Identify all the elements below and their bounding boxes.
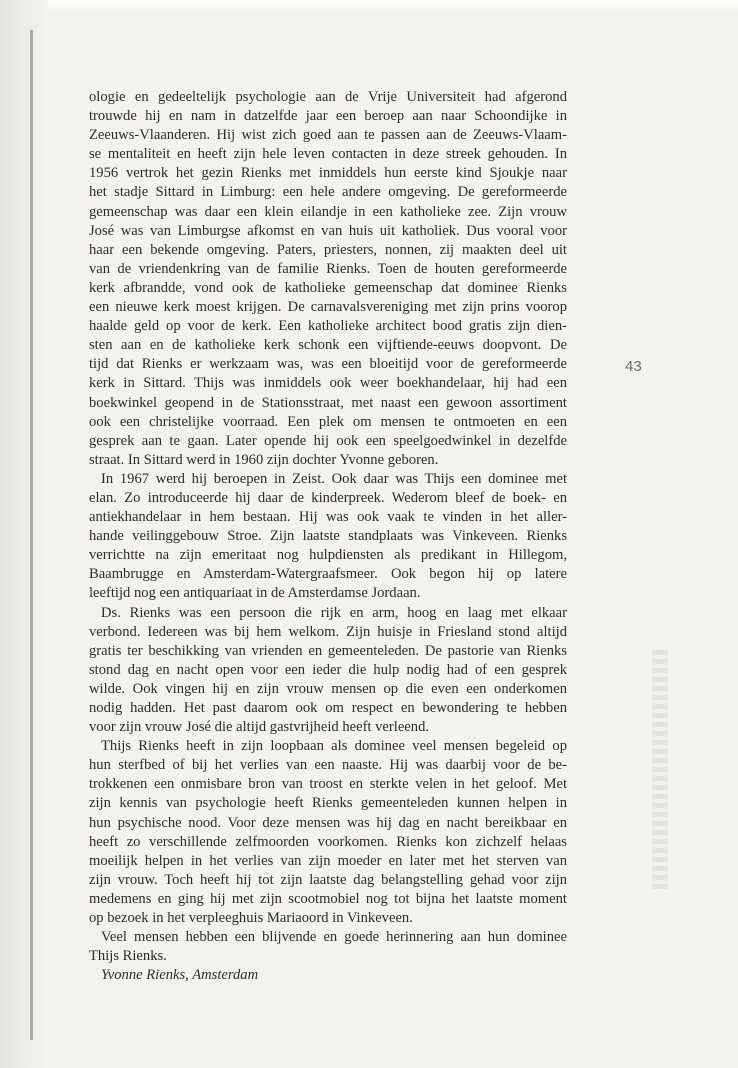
book-spine-line: [30, 30, 33, 1040]
text-line: haar een bekende omgeving. Paters, priesters, nonnen, zij maakten deel uit: [89, 241, 567, 258]
text-line: elan. Zo introduceerde hij daar de kinderpreek. Wederom bleef de boek- en: [89, 489, 567, 506]
text-line: heeft zo verschillende zelfmoorden voorkomen. Rienks kon zichzelf helaas: [89, 833, 567, 850]
text-line: Ds. Rienks was een persoon die rijk en arm, hoog en laag met elkaar: [101, 604, 567, 621]
text-line: straat. In Sittard werd in 1960 zijn dochter Yvonne geboren.: [89, 451, 439, 468]
text-line: Thijs Rienks.: [89, 948, 167, 965]
text-line: een nieuwe kerk moest krijgen. De carnavalsvereniging met zijn prins voorop: [89, 299, 567, 316]
text-line: Zeeuws-Vlaanderen. Hij wist zich goed aan te passen aan de Zeeuws-Vlaam-: [89, 127, 567, 144]
text-line: medemens en ging hij met zijn scootmobiel nog tot bijna het laatste moment: [89, 890, 567, 907]
text-line: sten aan en de katholieke kerk schonk een vijftiende-eeuws doopvont. De: [89, 337, 567, 354]
text-line: hun sterfbed of bij het verlies van een naaste. Hij was daarbij voor de be-: [89, 757, 567, 774]
text-line: gesprek aan te gaan. Later opende hij ook een speelgoedwinkel in dezelfde: [89, 432, 567, 449]
text-line: op bezoek in het verpleeghuis Mariaoord in Vinkeveen.: [89, 910, 413, 927]
text-line: verbond. Iedereen was bij hem welkom. Zijn huisje in Friesland stond altijd: [89, 623, 567, 640]
text-line: het stadje Sittard in Limburg: een hele andere omgeving. De gereformeerde: [89, 184, 567, 201]
text-line: voor zijn vrouw José die altijd gastvrijheid heeft verleend.: [89, 719, 430, 736]
text-line: tijd dat Rienks er werkzaam was, was een bloeitijd voor de gereformeerde: [89, 356, 567, 373]
text-line: In 1967 werd hij beroepen in Zeist. Ook daar was Thijs een dominee met: [101, 470, 567, 487]
text-line: hande veilinggebouw Stroe. Zijn laatste standplaats was Vinkeveen. Rienks: [89, 528, 567, 545]
signature: Yvonne Rienks, Amsterdam: [101, 967, 259, 984]
text-line: trokkenen een onmisbare bron van troost en sterkte velen in het geloof. Met: [89, 776, 567, 793]
text-line: kerk afbrandde, vond ook de katholieke gemeenschap dat dominee Rienks: [89, 279, 567, 296]
text-line: nodig hadden. Het past daarom ook om respect en bewondering te hebben: [89, 700, 567, 716]
text-line: verrichtte na zijn emeritaat nog hulpdiensten als predikant in Hillegom,: [89, 547, 567, 564]
body-text: [89, 88, 567, 985]
page-number: 43: [625, 358, 642, 375]
text-line: Veel mensen hebben een blijvende en goede herinnering aan hun dominee: [101, 929, 567, 946]
text-line: gemeenschap was daar een klein eilandje in een katholieke zee. Zijn vrouw: [89, 203, 567, 220]
text-line: kerk in Sittard. Thijs was inmiddels ook weer boekhandelaar, hij had een: [89, 375, 567, 392]
text-line: leeftijd nog een antiquariaat in de Amsterdamse Jordaan.: [89, 585, 421, 602]
text-line: Thijs Rienks heeft in zijn loopbaan als dominee veel mensen begeleid op: [101, 738, 567, 755]
text-line: gratis ter beschikking van vrienden en gemeenteleden. De pastorie van Rienks: [89, 642, 567, 659]
text-line: ologie en gedeeltelijk psychologie aan de Vrije Universiteit had afgerond: [89, 89, 567, 105]
text-line: stond dag en nacht open voor een ieder die hulp nodig had of een gesprek: [89, 661, 567, 678]
text-line: trouwde hij en nam in datzelfde jaar een beroep aan naar Schoondijke in: [89, 108, 567, 125]
text-line: wilde. Ook vingen hij en zijn vrouw mensen op die even een onderkomen: [89, 680, 567, 697]
text-line: hun psychische nood. Voor deze mensen was hij dag en nacht bereikbaar en: [89, 814, 567, 831]
text-line: ook een christelijke voorraad. Een plek om mensen te ontmoeten en een: [89, 413, 567, 430]
text-line: José was van Limburgse afkomst en van huis uit katholiek. Dus vooral voor: [89, 222, 567, 239]
text-lines: [89, 88, 567, 966]
text-line: zijn vrouw. Toch heeft hij tot zijn laatste dag belangstelling gehad voor zijn: [89, 871, 567, 888]
text-line: haalde geld op voor de kerk. Een katholieke architect bood gratis zijn dien-: [89, 318, 567, 335]
text-line: boekwinkel geopend in de Stationsstraat, met naast een gewoon assortiment: [89, 394, 567, 411]
text-line: 1956 vertrok het gezin Rienks met inmiddels hun eerste kind Sjoukje naar: [89, 165, 567, 182]
show-through-text: [652, 650, 668, 890]
text-line: Baambrugge en Amsterdam-Watergraafsmeer. Ook begon hij op latere: [89, 566, 567, 583]
text-line: zijn kennis van psychologie heeft Rienks gemeenteleden kunnen helpen in: [89, 795, 567, 812]
text-line: antiekhandelaar in hem bestaan. Hij was ook vaak te vinden in het aller-: [89, 509, 567, 526]
text-line: van de vriendenkring van de familie Rienks. Toen de houten gereformeerde: [89, 260, 567, 277]
page-gutter-shadow: [0, 0, 48, 1068]
page-top-edge: [0, 0, 738, 14]
text-line: moeilijk helpen in het verlies van zijn moeder en later met het sterven van: [89, 852, 567, 869]
text-line: se mentaliteit en heeft zijn hele leven contacten in deze streek gehouden. In: [89, 146, 567, 163]
